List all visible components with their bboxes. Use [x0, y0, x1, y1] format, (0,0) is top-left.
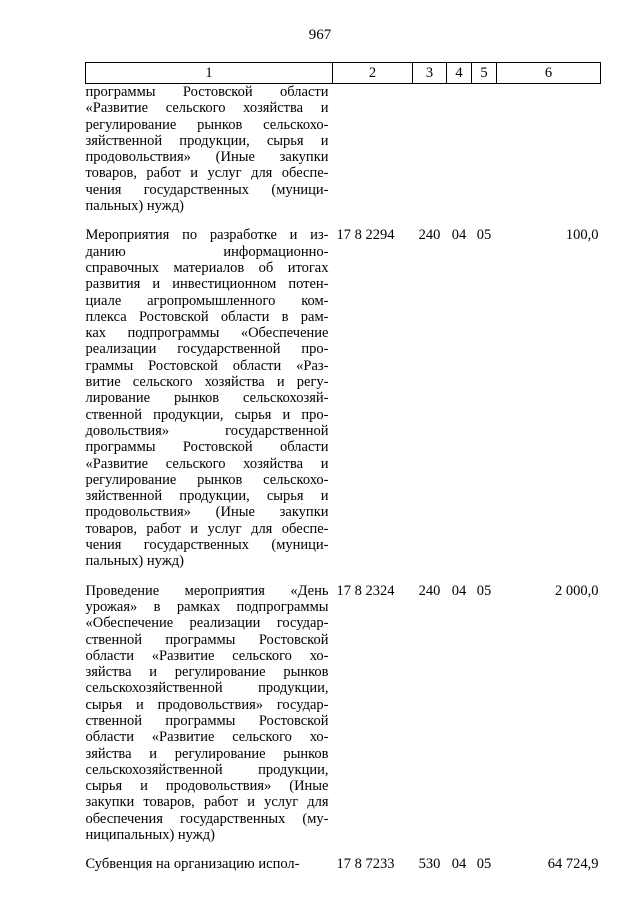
description-line: лирование рынков сельскохозяй- [85, 390, 329, 407]
row-target-code: 17 8 7233 [336, 856, 395, 873]
description-line: сырья и продовольствия» государ- [85, 696, 329, 713]
description-line: развития и инвестиционном потен- [85, 276, 329, 293]
description-line: закупки товаров, работ и услуг для [85, 794, 329, 811]
description-line: зяйственной продукции, сырья и [85, 488, 329, 505]
row-description [86, 84, 333, 215]
column-header-code: 2 [333, 63, 413, 84]
description-line: справочных материалов об итогах [85, 259, 329, 276]
table-row [86, 843, 601, 872]
description-line: данию информационно- [85, 243, 329, 260]
row-description [86, 843, 333, 872]
description-line: товаров, работ и услуг для обеспе- [85, 520, 329, 537]
row-subsection: 05 [476, 582, 492, 599]
row-subsection: 05 [476, 856, 492, 873]
table-row [86, 570, 601, 844]
row-subsection: 05 [476, 227, 492, 244]
budget-table [85, 62, 601, 873]
description-line: области «Развитие сельского хо- [85, 729, 329, 746]
description-line: ниципальных) нужд) [85, 827, 215, 844]
description-line: зяйства и регулирование рынков [85, 745, 329, 762]
description-line: пальных) нужд) [85, 198, 184, 215]
description-line: ственной программы Ростовской [85, 712, 329, 729]
description-line: ственной продукции, сырья и про- [85, 406, 329, 423]
table-row [86, 84, 601, 215]
description-line: витие сельского хозяйства и регу- [85, 374, 329, 391]
row-amount: 64 724,9 [547, 856, 599, 873]
description-line: ках подпрограммы «Обеспечение [85, 325, 329, 342]
description-line: Субвенция на организацию испол- [85, 856, 300, 873]
column-header-rz: 4 [447, 63, 472, 84]
description-line: «Развитие сельского хозяйства и [85, 455, 329, 472]
description-line: регулирование рынков сельскохо- [85, 471, 329, 488]
column-header-name: 1 [86, 63, 333, 84]
column-header-pr: 5 [472, 63, 497, 84]
row-amount: 2 000,0 [555, 582, 599, 599]
description-line: ственной программы Ростовской [85, 631, 329, 648]
description-line: циале агропромышленного ком- [85, 292, 329, 309]
description-line: урожая» в рамках подпрограммы [85, 598, 329, 615]
description-line: плекса Ростовской области в рам- [85, 308, 329, 325]
row-description [86, 570, 333, 844]
description-line: области «Развитие сельского хо- [85, 647, 329, 664]
row-target-code [333, 84, 413, 215]
description-line: программы Ростовской области [85, 439, 329, 456]
row-description [86, 214, 333, 569]
description-line: продовольствия» (Иные закупки [85, 504, 329, 521]
description-line: довольствия» государственной [85, 422, 329, 439]
row-expense-type: 240 [418, 582, 441, 599]
description-line: «Обеспечение реализации государ- [85, 615, 329, 632]
row-expense-type: 240 [418, 227, 441, 244]
row-subsection [472, 84, 497, 215]
row-section [447, 84, 472, 215]
description-line: чения государственных (муници- [85, 537, 329, 554]
description-line: «Развитие сельского хозяйства и [85, 100, 329, 117]
row-target-code: 17 8 2294 [336, 227, 395, 244]
description-line: сельскохозяйственной продукции, [85, 761, 329, 778]
column-header-vr: 3 [413, 63, 447, 84]
row-expense-type: 530 [418, 856, 441, 873]
description-line: реализации государственной про- [85, 341, 329, 358]
row-section: 04 [451, 856, 467, 873]
table-row [86, 214, 601, 569]
row-amount [497, 84, 601, 215]
description-line: Мероприятия по разработке и из- [85, 227, 329, 244]
description-line: регулирование рынков сельскохо- [85, 116, 329, 133]
description-line: программы Ростовской области [85, 84, 329, 100]
description-line: зяйства и регулирование рынков [85, 664, 329, 681]
description-line: сельскохозяйственной продукции, [85, 680, 329, 697]
description-line: сырья и продовольствия» (Иные [85, 778, 329, 795]
description-line: пальных) нужд) [85, 553, 184, 570]
description-line: граммы Ростовской области «Раз- [85, 357, 329, 374]
row-target-code: 17 8 2324 [336, 582, 395, 599]
description-line: чения государственных (муници- [85, 181, 329, 198]
row-amount: 100,0 [565, 227, 599, 244]
description-line: продовольствия» (Иные закупки [85, 149, 329, 166]
description-line: зяйственной продукции, сырья и [85, 132, 329, 149]
table-header-row [86, 63, 601, 84]
description-line: обеспечения государственных (му- [85, 810, 329, 827]
description-line: товаров, работ и услуг для обеспе- [85, 165, 329, 182]
page-number: 967 [308, 27, 332, 43]
row-section: 04 [451, 582, 467, 599]
description-line: Проведение мероприятия «День [85, 582, 329, 599]
row-section: 04 [451, 227, 467, 244]
column-header-amount: 6 [497, 63, 601, 84]
row-expense-type [413, 84, 447, 215]
